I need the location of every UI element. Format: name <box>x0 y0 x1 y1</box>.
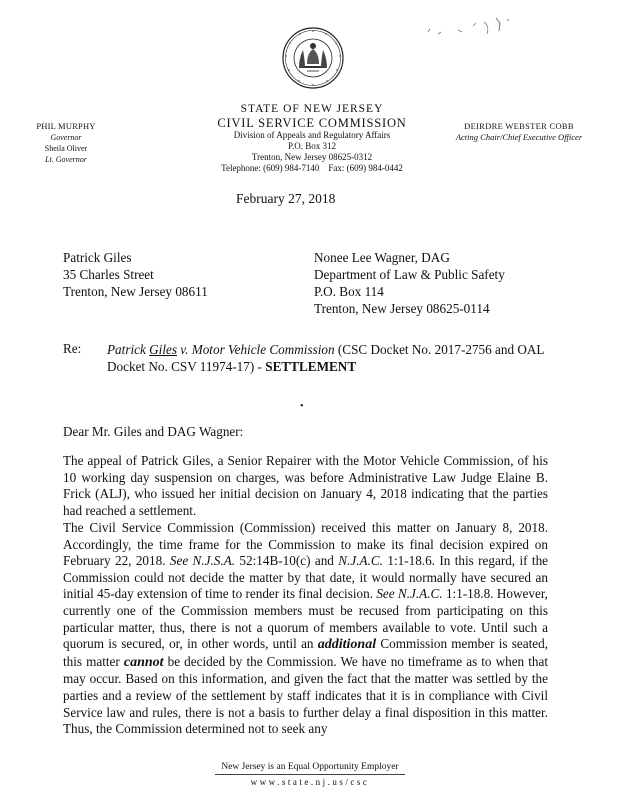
body-paragraph-1: The appeal of Patrick Giles, a Senior Repairer with the Motor Vehicle Commission, of his 10 working day suspension on charges, was before Administrative Law Judge Elaine B. Frick (ALJ), who issued her initial decision on January 4, 2018 indicating that the parties had reached a settlement. <box>63 453 548 518</box>
address-line: 35 Charles Street <box>63 267 154 282</box>
footer <box>150 761 470 788</box>
governor-block <box>36 121 96 165</box>
state-seal-icon <box>281 26 345 90</box>
address-line: P.O. Box 114 <box>314 284 384 299</box>
citation: N.J.A.C. <box>338 553 383 569</box>
lt-governor-title: Lt. Governor <box>45 155 87 164</box>
footer-divider <box>215 774 405 775</box>
agency-city: Trenton, New Jersey 08625-0312 <box>251 152 373 162</box>
footer-website: www.state.nj.us/csc <box>250 777 370 787</box>
lt-governor-name: Sheila Oliver <box>44 144 88 153</box>
chair-name: DEIRDRE WEBSTER COBB <box>464 121 574 131</box>
chair-block <box>424 121 614 143</box>
address-line: Patrick Giles <box>63 250 132 265</box>
agency-block <box>196 102 428 174</box>
division-name: Division of Appeals and Regulatory Affairs <box>233 130 391 140</box>
recipient-address-left <box>63 249 208 300</box>
emphasis: additional <box>317 637 377 653</box>
address-line: Trenton, New Jersey 08611 <box>63 284 208 299</box>
text-run: be decided by the Commission. We have no timeframe as to when that may occur. Based on this information, and given the fact that the matter was settled by the parties and a review of the settlement by staff indicates that it is in compliance with Civil Service law and rules, there is not a basis to further delay a final disposition in this matter. Thus, the Commission determined not to seek any <box>63 653 548 737</box>
text-run: 52:14B-10(c) and <box>235 553 339 569</box>
salutation: Dear Mr. Giles and DAG Wagner: <box>63 424 244 439</box>
letter-date: February 27, 2018 <box>236 191 336 206</box>
emphasis: cannot <box>123 654 164 670</box>
re-docket: (CSC Docket No. 2017-2756 and OAL Docket No. CSV 11974-17) - <box>107 342 544 374</box>
po-box: P.O. Box 312 <box>287 141 336 151</box>
agency-telephone: Telephone: (609) 984-7140 Fax: (609) 984-0442 <box>221 163 403 173</box>
re-party1-surname: Giles <box>149 342 177 357</box>
stray-mark: • <box>300 401 304 412</box>
address-line: Department of Law & Public Safety <box>314 267 505 282</box>
text-run: 1:1-18.6. In this regard, if the Commission could not decide the matter by that date, it would normally have secured an initial 45-day extension of time to render its final decision. <box>63 553 549 602</box>
re-subject <box>107 341 547 375</box>
handwritten-mark <box>418 12 518 40</box>
re-versus: v. Motor Vehicle Commission <box>176 342 335 357</box>
text-run: Commission member is seated, this matter <box>63 636 548 669</box>
citation: See N.J.S.A. <box>169 553 236 569</box>
re-label: Re: <box>63 341 82 356</box>
address-line: Trenton, New Jersey 08625-0114 <box>314 301 490 316</box>
governor-title: Governor <box>50 133 82 142</box>
re-status: SETTLEMENT <box>265 359 357 374</box>
agency-name: CIVIL SERVICE COMMISSION <box>217 116 407 130</box>
citation: See N.J.A.C. <box>376 586 443 602</box>
text-run: 1:1-18.8. However, currently one of the Commission members must be recused from participating on this particular matter, thus, there is not a quorum of members available to vote. Until such a quorum is secured, or, in other words, until an <box>63 586 548 652</box>
chair-title: Acting Chair/Chief Executive Officer <box>455 132 583 142</box>
state-name: STATE OF NEW JERSEY <box>240 103 384 115</box>
re-party1: Patrick <box>107 342 150 357</box>
address-line: Nonee Lee Wagner, DAG <box>314 250 450 265</box>
text-run: The Civil Service Commission (Commission) received this matter on January 8, 2018. Accordingly, the time frame for the Commission to make its final decision expired on February 22, 2018. <box>63 520 548 569</box>
body-paragraph-2 <box>63 520 548 738</box>
equal-opportunity-statement: New Jersey is an Equal Opportunity Employer <box>221 762 399 772</box>
governor-name: PHIL MURPHY <box>36 121 96 131</box>
recipient-address-right <box>314 249 505 317</box>
